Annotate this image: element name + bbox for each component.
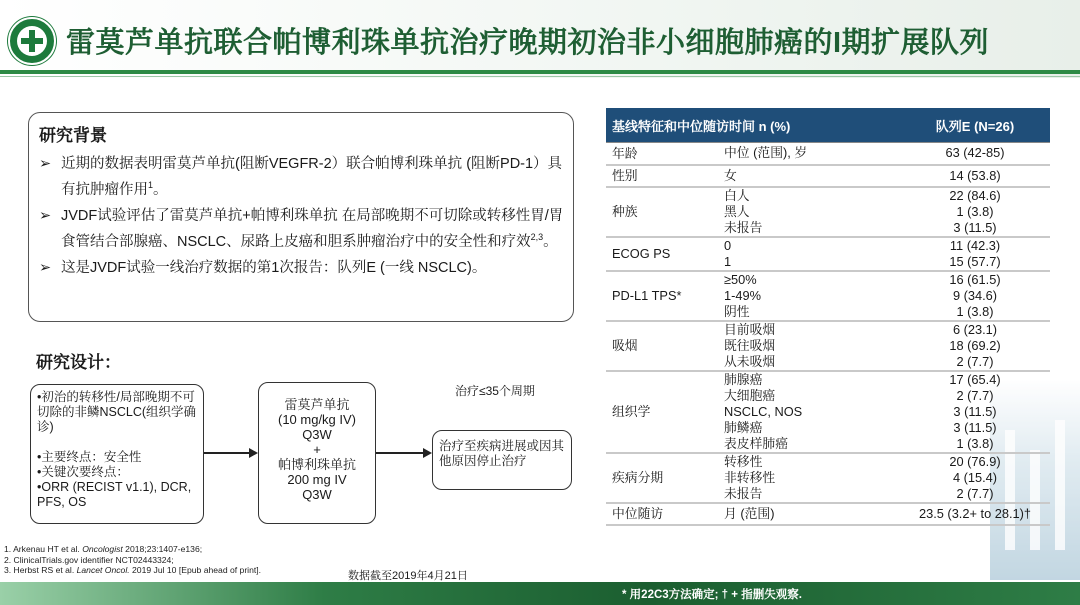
row-values	[900, 237, 1050, 271]
title-divider-thin	[0, 76, 1080, 77]
page-title: 雷莫芦单抗联合帕博利珠单抗治疗晚期初治非小细胞肺癌的I期扩展队列	[66, 27, 990, 59]
row-categories	[718, 187, 900, 237]
category-cell: 既往吸烟	[724, 337, 776, 353]
category-cell: 1-49%	[724, 287, 761, 303]
baseline-table	[606, 108, 1050, 526]
value-cell: 15 (57.7)	[949, 253, 1001, 269]
category-cell: 黑人	[724, 203, 750, 219]
row-values	[900, 187, 1050, 237]
row-values	[900, 165, 1050, 187]
outcome-box: 治疗至疾病进展或因其他原因停止治疗	[432, 430, 572, 490]
row-label: 组织学	[606, 371, 718, 453]
category-cell: 非转移性	[724, 469, 776, 485]
value-cell: 16 (61.5)	[949, 271, 1001, 287]
category-cell: 阴性	[724, 303, 750, 319]
arrow-right-icon	[249, 448, 258, 458]
row-categories	[718, 165, 900, 187]
row-values	[900, 321, 1050, 371]
background-title: 研究背景	[39, 126, 107, 145]
category-cell: 中位 (范围), 岁	[724, 145, 808, 161]
category-cell: 转移性	[724, 453, 763, 469]
data-cutoff: 数据截至2019年4月21日	[348, 570, 468, 582]
value-cell: 2 (7.7)	[956, 485, 994, 501]
arrow-bullet-icon: ➢	[39, 156, 52, 172]
category-cell: 从未吸烟	[724, 353, 776, 369]
table-row	[606, 187, 1050, 237]
row-categories	[718, 453, 900, 503]
row-categories	[718, 237, 900, 271]
flow-arrow	[376, 452, 424, 454]
row-categories	[718, 321, 900, 371]
row-label: PD-L1 TPS*	[606, 271, 718, 321]
category-cell: NSCLC, NOS	[724, 403, 803, 419]
arrow-right-icon	[423, 448, 432, 458]
category-cell: 1	[724, 253, 732, 269]
arrow-bullet-icon: ➢	[39, 260, 52, 276]
row-label: 性别	[606, 165, 718, 187]
category-cell: 月 (范围)	[724, 505, 775, 521]
value-cell: 1 (3.8)	[956, 203, 994, 219]
treatment-box: 雷莫芦单抗 (10 mg/kg IV) Q3W + 帕博利珠单抗 200 mg IV Q3W	[258, 382, 376, 524]
category-cell: 女	[724, 167, 737, 183]
category-cell: 肺鳞癌	[724, 419, 763, 435]
category-cell: ≥50%	[724, 271, 757, 287]
design-title: 研究设计：	[36, 353, 121, 372]
background-bullet: ➢ JVDF试验评估了雷莫芦单抗+帕博利珠单抗 在局部晚期不可切除或转移性胃/胃食管结合部腺癌、NSCLC、尿路上皮癌和胆系肿瘤治疗中的安全性和疗效$^{2,3}$。	[39, 203, 567, 255]
arrow-bullet-icon: ➢	[39, 208, 52, 224]
reference-item: 3. Herbst RS et al. Lancet Oncol. 2019 Jul 10 [Epub ahead of print].	[4, 565, 262, 575]
row-values	[900, 503, 1050, 525]
secondary-endpoint-label: •关键次要终点：	[37, 465, 129, 479]
row-label: ECOG PS	[606, 237, 718, 271]
table-header-right: 队列E (N=26)	[900, 108, 1050, 143]
footnote: * 用22C3方法确定; † + 指删失观察.	[622, 589, 802, 601]
footer-bar	[0, 582, 1080, 605]
row-categories	[718, 143, 900, 165]
value-cell: 2 (7.7)	[956, 353, 994, 369]
row-values	[900, 371, 1050, 453]
value-cell: 22 (84.6)	[949, 187, 1001, 203]
row-categories	[718, 271, 900, 321]
value-cell: 17 (65.4)	[949, 371, 1001, 387]
value-cell: 11 (42.3)	[949, 237, 1001, 253]
value-cell: 14 (53.8)	[949, 167, 1001, 183]
row-values	[900, 271, 1050, 321]
category-cell: 表皮样肺癌	[724, 435, 788, 451]
table-row	[606, 503, 1050, 525]
table-row	[606, 321, 1050, 371]
value-cell: 18 (69.2)	[949, 337, 1001, 353]
secondary-endpoints: •ORR (RECIST v1.1), DCR, PFS, OS	[37, 480, 192, 509]
row-values	[900, 453, 1050, 503]
table-row	[606, 271, 1050, 321]
value-cell: 63 (42-85)	[945, 145, 1005, 161]
flow-arrow	[204, 452, 250, 454]
background-box	[28, 112, 574, 322]
category-cell: 0	[724, 237, 732, 253]
row-categories	[718, 503, 900, 525]
category-cell: 肺腺癌	[724, 371, 763, 387]
value-cell: 3 (11.5)	[953, 219, 997, 235]
value-cell: 3 (11.5)	[953, 419, 997, 435]
primary-endpoint: •主要终点：安全性	[37, 450, 142, 464]
hospital-logo	[8, 17, 56, 65]
row-label: 疾病分期	[606, 453, 718, 503]
table-row	[606, 453, 1050, 503]
value-cell: 1 (3.8)	[956, 435, 994, 451]
table-row	[606, 165, 1050, 187]
value-cell: 20 (76.9)	[949, 453, 1001, 469]
eligibility-text: •初治的转移性/局部晚期不可切除的非鳞NSCLC(组织学确诊)	[37, 390, 197, 434]
eligibility-box	[30, 384, 204, 524]
value-cell: 3 (11.5)	[953, 403, 997, 419]
row-values	[900, 143, 1050, 165]
row-label: 种族	[606, 187, 718, 237]
value-cell: 6 (23.1)	[952, 321, 998, 337]
background-bullets	[39, 151, 567, 281]
category-cell: 未报告	[724, 219, 763, 235]
background-bullet: ➢ 近期的数据表明雷莫芦单抗(阻断VEGFR-2）联合帕博利珠单抗 (阻断PD-1）具有抗肿瘤作用$^1$。	[39, 151, 567, 203]
table-row	[606, 371, 1050, 453]
row-categories	[718, 371, 900, 453]
cycle-note: 治疗≤35个周期	[455, 384, 535, 398]
value-cell: 9 (34.6)	[952, 287, 998, 303]
value-cell: 4 (15.4)	[952, 469, 998, 485]
table-row	[606, 143, 1050, 165]
table-row	[606, 237, 1050, 271]
row-label: 中位随访	[606, 503, 718, 525]
background-bullet: ➢ 这是JVDF试验一线治疗数据的第1次报告：队列E (一线 NSCLC)。	[39, 255, 567, 281]
references	[4, 544, 261, 576]
category-cell: 大细胞癌	[724, 387, 776, 403]
value-cell: 1 (3.8)	[956, 303, 994, 319]
category-cell: 目前吸烟	[724, 321, 776, 337]
value-cell: 23.5 (3.2+ to 28.1)†	[918, 505, 1032, 521]
reference-item: 1. Arkenau HT et al. Oncologist 2018;23:1407-e136;	[4, 544, 203, 554]
value-cell: 2 (7.7)	[956, 387, 994, 403]
category-cell: 未报告	[724, 485, 763, 501]
row-label: 吸烟	[606, 321, 718, 371]
category-cell: 白人	[724, 187, 750, 203]
row-label: 年龄	[606, 143, 718, 165]
title-divider	[0, 70, 1080, 74]
reference-item: 2. ClinicalTrials.gov identifier NCT02443324;	[4, 554, 174, 565]
table-header-left: 基线特征和中位随访时间 n (%)	[606, 108, 900, 143]
